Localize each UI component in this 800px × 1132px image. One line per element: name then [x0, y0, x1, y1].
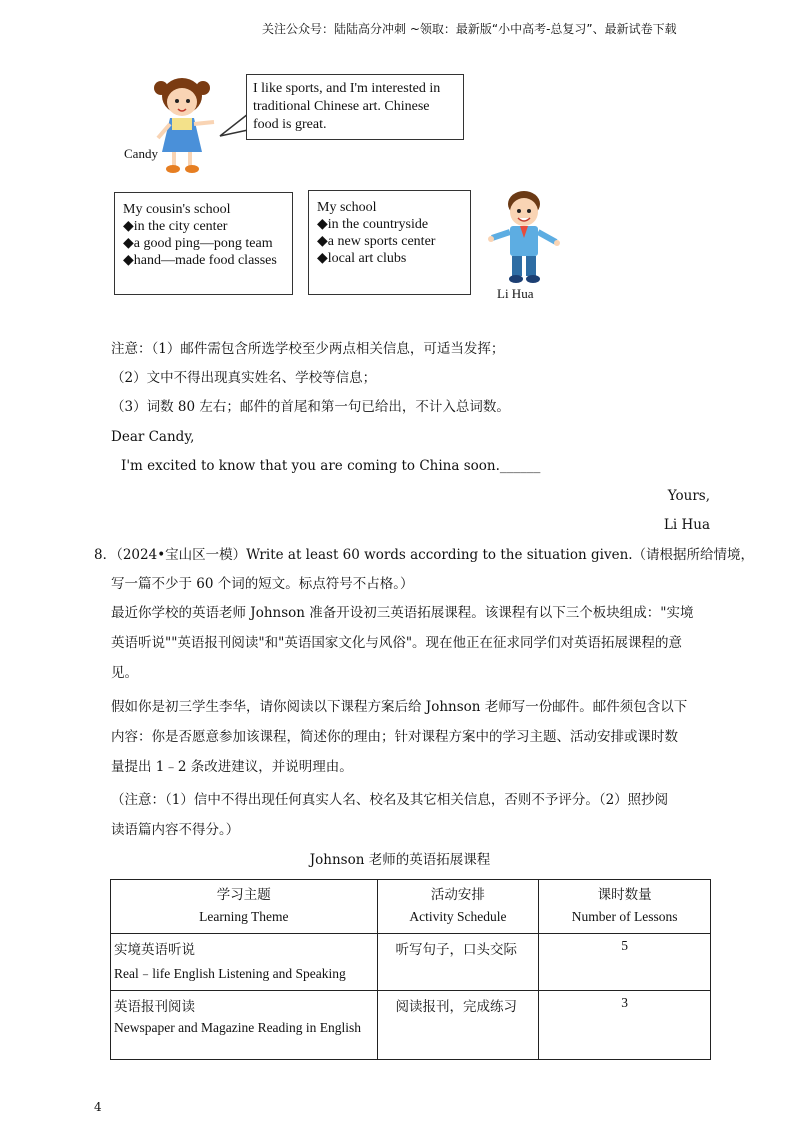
- q8-para2-line-2: 内容：你是否愿意参加该课程，简述你的理由；针对课程方案中的学习主题、活动安排或课时数: [111, 729, 678, 745]
- note-line-3: （3）词数 80 左右；邮件的首尾和第一句已给出，不计入总词数。: [111, 399, 510, 415]
- table-header-row: [111, 880, 711, 934]
- theme-en: Newspaper and Magazine Reading in English: [114, 1020, 362, 1035]
- letter-closing: Yours,: [667, 488, 710, 504]
- candy-label: Candy: [124, 146, 158, 161]
- candy-speech-bubble: [246, 74, 464, 140]
- header-cn: 活动安排: [430, 887, 485, 902]
- bubble-line: I like sports, and I'm interested in: [253, 81, 441, 96]
- q8-para2-line-3: 量提出 1﹣2 条改进建议，并说明理由。: [111, 759, 353, 775]
- q8-para2-line-1: 假如你是初三学生李华，请你阅读以下课程方案后给 Johnson 老师写一份邮件。邮件须包含以下: [111, 699, 688, 715]
- candy-illustration: [144, 74, 224, 178]
- header-en: Number of Lessons: [571, 909, 678, 924]
- note-line-1: 注意：（1）邮件需包含所选学校至少两点相关信息，可适当发挥；: [111, 341, 505, 357]
- box-title: My school: [317, 200, 377, 215]
- header-cell: [377, 880, 539, 934]
- header-cn: 学习主题: [216, 887, 271, 902]
- box-item: ◆in the countryside: [317, 217, 429, 232]
- theme-cn: 英语报刊阅读: [114, 999, 195, 1014]
- page-number: 4: [94, 1100, 102, 1114]
- theme-cell: [111, 991, 378, 1060]
- page-header: 关注公众号：陆陆高分冲刺 ~领取：最新版“小中高考-总复习”、最新试卷下载: [262, 22, 677, 36]
- q8-title-line-1: 8．（2024•宝山区一模）Write at least 60 words according to the situation given.（请根据所给情境，: [94, 547, 755, 563]
- letter-signature: Li Hua: [663, 517, 710, 533]
- lessons-cell: 3: [539, 991, 711, 1060]
- q8-note-line-1: （注意：（1）信中不得出现任何真实人名、校名及其它相关信息，否则不予评分。（2）照抄阅: [111, 792, 669, 808]
- note-line-2: （2）文中不得出现真实姓名、学校等信息；: [111, 370, 377, 386]
- theme-cell: [111, 934, 378, 991]
- lessons-cell: 5: [539, 934, 711, 991]
- lihua-label: Li Hua: [497, 286, 534, 301]
- box-item: ◆a good ping—pong team: [123, 236, 273, 251]
- theme-en: Real﹣life English Listening and Speaking: [114, 966, 346, 981]
- cousin-school-box: [114, 192, 293, 295]
- q8-para1-line-3: 见。: [111, 665, 138, 681]
- header-en: Activity Schedule: [409, 909, 507, 924]
- header-cell: [539, 880, 711, 934]
- box-title: My cousin's school: [123, 202, 231, 217]
- activity-cell: 听写句子，口头交际: [377, 934, 539, 991]
- bubble-line: food is great.: [253, 117, 327, 132]
- table-row: [111, 991, 711, 1060]
- table-row: [111, 934, 711, 991]
- header-cell: [111, 880, 378, 934]
- box-item: ◆in the city center: [123, 219, 228, 234]
- box-item: ◆local art clubs: [317, 251, 407, 266]
- header-cn: 课时数量: [597, 887, 652, 902]
- q8-para1-line-1: 最近你学校的英语老师 Johnson 准备开设初三英语拓展课程。该课程有以下三个板块组成："实境: [111, 605, 694, 621]
- header-en: Learning Theme: [199, 909, 289, 924]
- q8-para1-line-2: 英语听说""英语报刊阅读"和"英语国家文化与风俗"。现在他正在征求同学们对英语拓展课程的意: [111, 635, 683, 651]
- lihua-illustration: [486, 186, 562, 286]
- course-table: [110, 879, 711, 1060]
- q8-title-line-2: 写一篇不少于 60 个词的短文。标点符号不占格。）: [111, 576, 414, 592]
- my-school-box: [308, 190, 471, 295]
- bubble-line: traditional Chinese art. Chinese: [253, 99, 430, 114]
- theme-cn: 实境英语听说: [114, 942, 195, 957]
- box-item: ◆a new sports center: [317, 234, 436, 249]
- table-caption: Johnson 老师的英语拓展课程: [309, 852, 491, 868]
- letter-greeting: Dear Candy,: [111, 429, 195, 445]
- letter-first-line: I'm excited to know that you are coming to China soon.______: [121, 458, 541, 474]
- activity-cell: 阅读报刊，完成练习: [377, 991, 539, 1060]
- box-item: ◆hand—made food classes: [123, 253, 277, 268]
- q8-note-line-2: 读语篇内容不得分。）: [111, 822, 240, 838]
